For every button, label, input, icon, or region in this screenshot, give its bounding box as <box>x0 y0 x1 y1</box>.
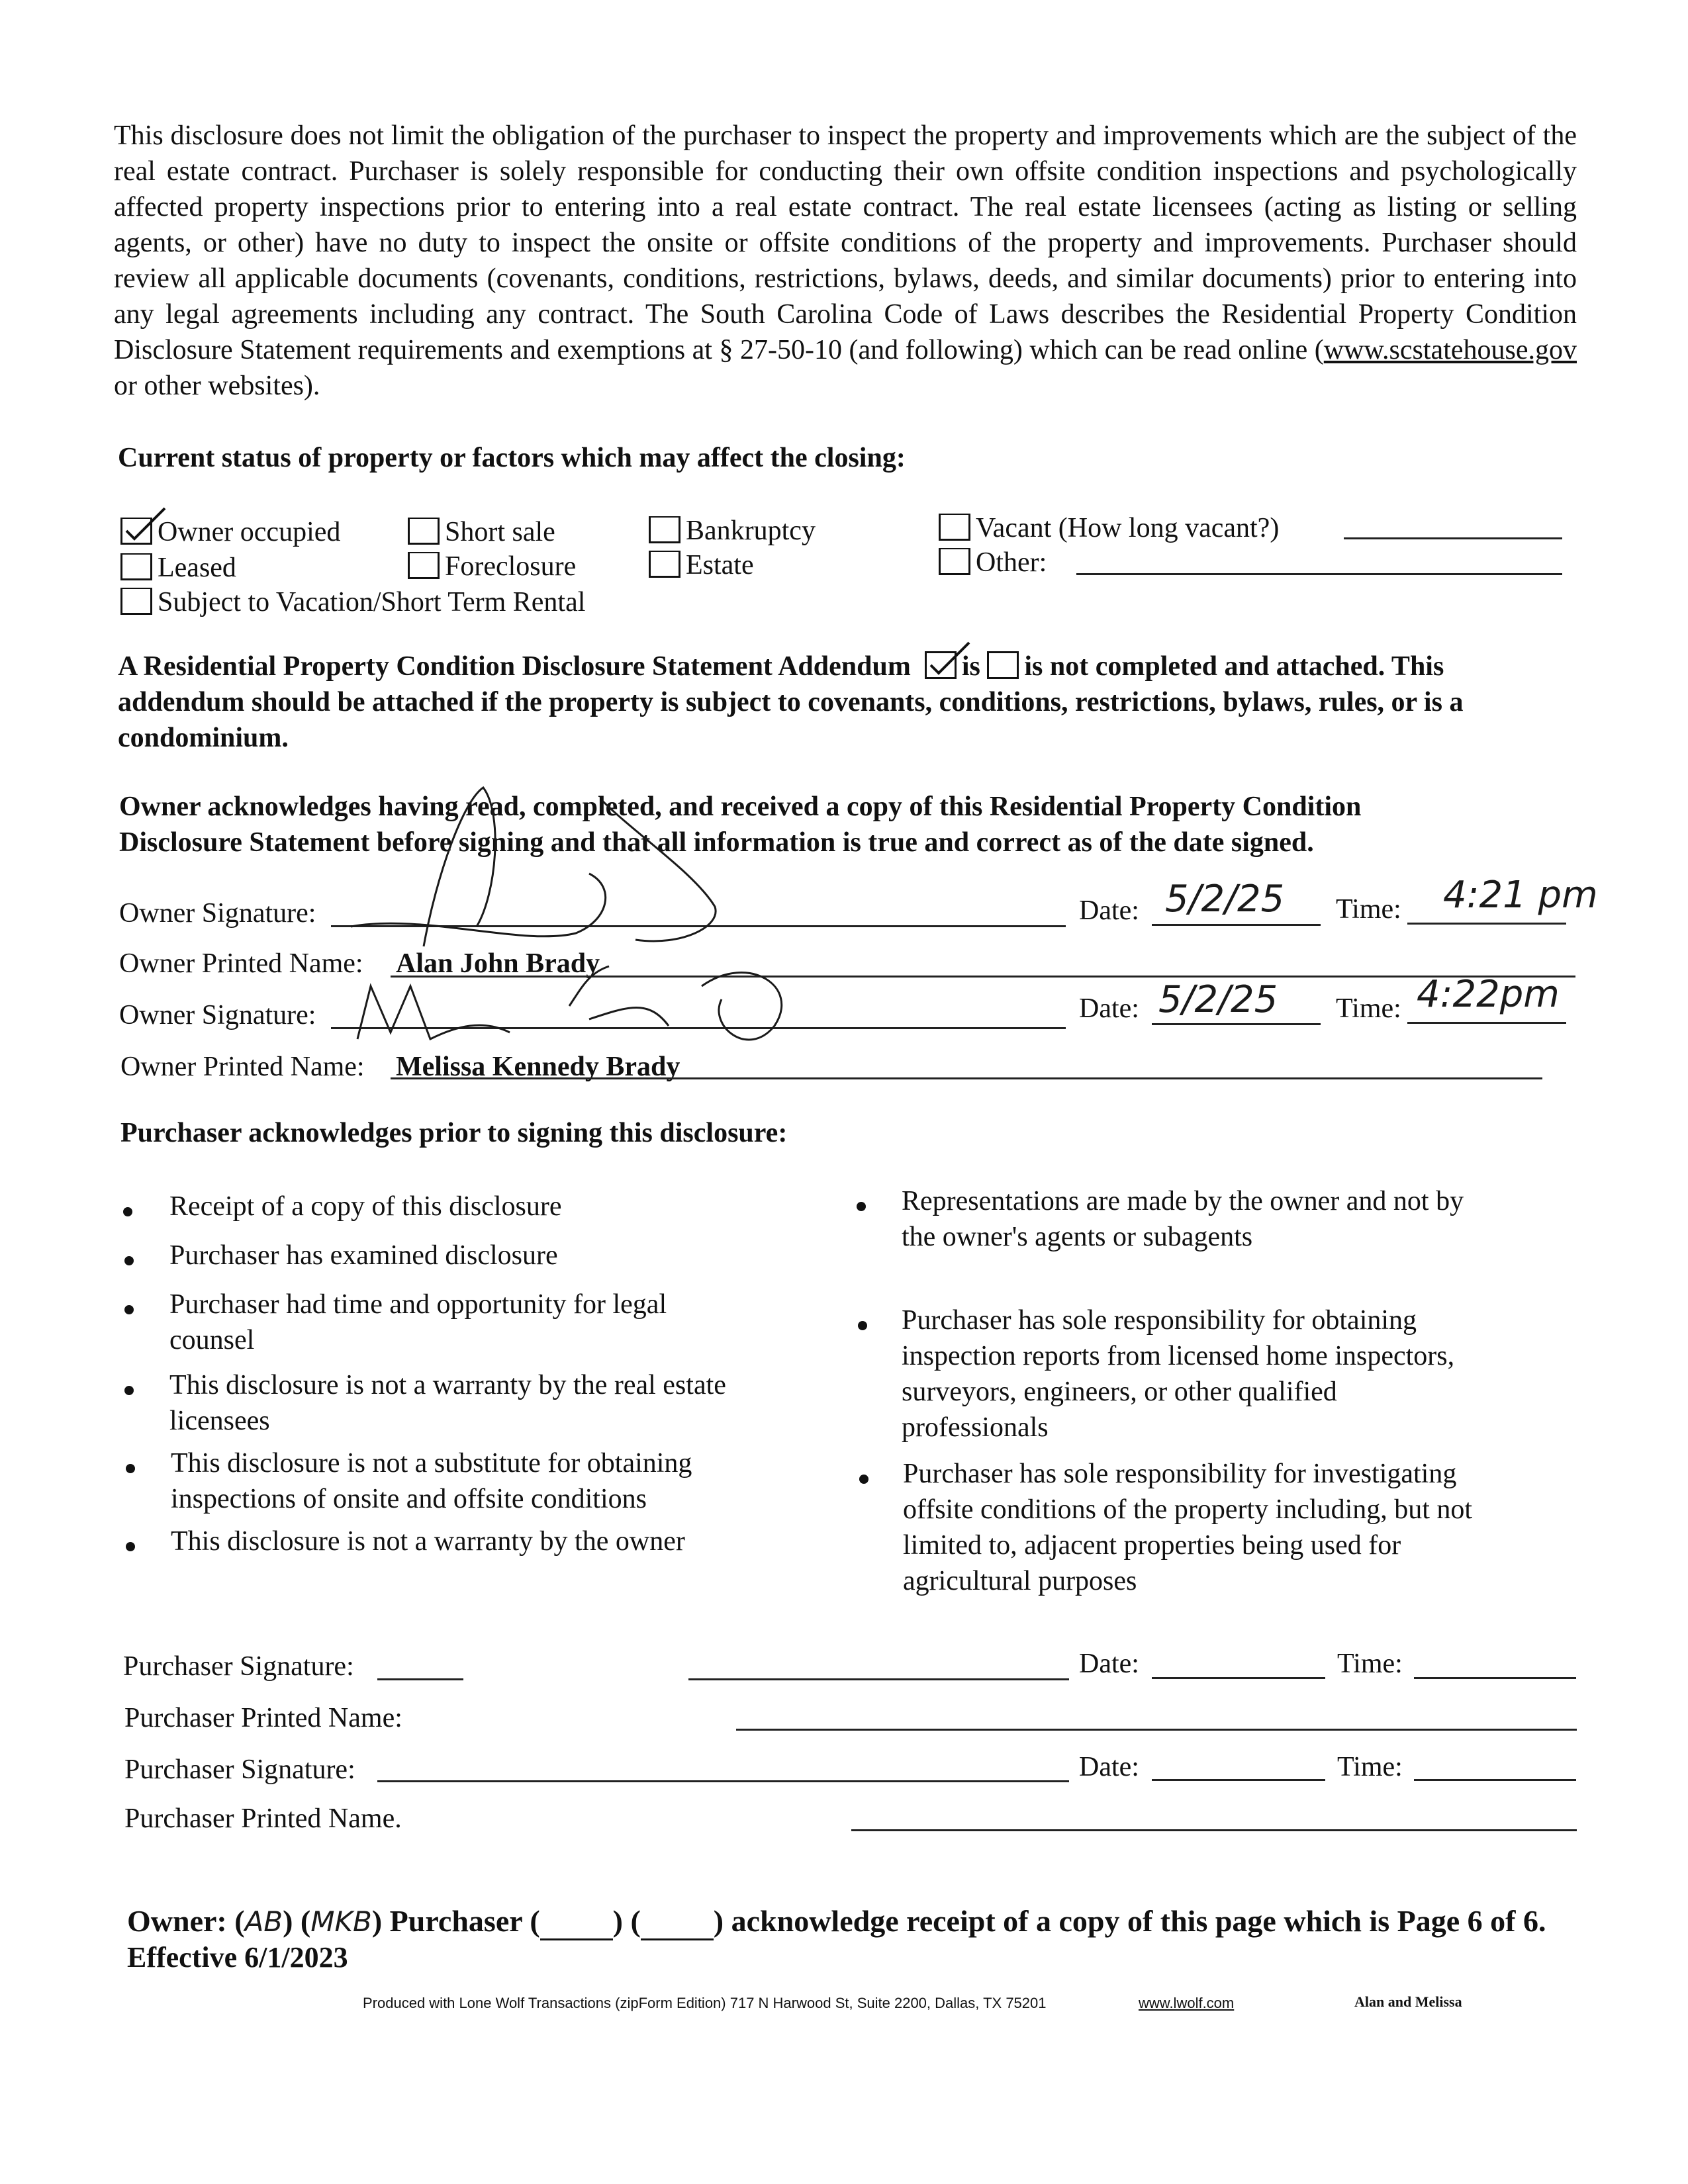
purchaser-ack-item: This disclosure is not a substitute for obtaining inspections of onsite and offsite conditions <box>171 1448 692 1514</box>
checkmark-icon <box>927 639 973 678</box>
purchaser-ack-heading: Purchaser acknowledges prior to signing this disclosure: <box>120 1118 788 1148</box>
purchaser-ack-item: Receipt of a copy of this disclosure <box>169 1191 562 1222</box>
checkbox-box[interactable] <box>649 551 680 578</box>
purchaser2-signature-line[interactable] <box>377 1780 1069 1782</box>
owner2-signature-label: Owner Signature: <box>119 1000 316 1030</box>
owner1-signature-label: Owner Signature: <box>119 898 316 929</box>
purchaser1-time-label: Time: <box>1337 1649 1403 1679</box>
purchaser1-date-label: Date: <box>1079 1649 1139 1679</box>
purchaser-initials-1-field[interactable] <box>540 1903 613 1940</box>
footer-link[interactable]: www.lwolf.com <box>1139 1995 1235 2011</box>
owner1-printed-name-label: Owner Printed Name: <box>119 948 363 979</box>
purchaser1-printed-name-field[interactable] <box>736 1729 1577 1731</box>
owner2-printed-name-label: Owner Printed Name: <box>120 1052 365 1082</box>
status-heading: Current status of property or factors which may affect the closing: <box>118 443 906 473</box>
bullet-icon <box>126 1542 135 1551</box>
owner1-printed-name[interactable]: Alan John Brady <box>396 948 600 979</box>
purchaser-ack-item: This disclosure is not a warranty by the owner <box>171 1526 685 1557</box>
checkbox-box[interactable] <box>939 548 970 575</box>
bullet-icon <box>124 1305 134 1314</box>
intro-text-tail: or other websites). <box>114 371 320 401</box>
owner2-printed-name[interactable]: Melissa Kennedy Brady <box>396 1052 680 1082</box>
bullet-icon <box>124 1386 134 1395</box>
purchaser1-time-field[interactable] <box>1414 1677 1576 1679</box>
checkbox-label: Short sale <box>445 517 555 547</box>
purchaser1-signature-label: Purchaser Signature: <box>123 1651 354 1682</box>
bullet-icon <box>124 1256 134 1265</box>
addendum-statement <box>118 649 1574 756</box>
checkbox-label: Subject to Vacation/Short Term Rental <box>158 587 586 617</box>
receipt-acknowledgement: Owner: (AB) (MKB) Purchaser ( ) ( ) acknowledge receipt of a copy of this page which is Page 6 of 6. <box>127 1903 1546 1940</box>
checkbox-box[interactable] <box>408 552 440 579</box>
checkbox-foreclosure[interactable] <box>408 551 576 582</box>
footer-produced-by: Produced with Lone Wolf Transactions (zipForm Edition) 717 N Harwood St, Suite 2200, Dallas, TX 75201 <box>363 1995 1047 2011</box>
owner-initials-1[interactable]: AB <box>244 1905 283 1938</box>
owner2-date[interactable]: 5/2/25 <box>1158 978 1278 1021</box>
checkbox-other[interactable] <box>939 547 1047 578</box>
addendum-lead: A Residential Property Condition Disclosure Statement Addendum <box>118 651 911 682</box>
owner-acknowledgement: Owner acknowledges having read, completed, and received a copy of this Residential Property Condition Disclosure Statement before signing and that all information is true and correct as of the date signed. <box>119 792 1362 858</box>
owner1-date-line <box>1152 924 1321 926</box>
effective-date: Effective 6/1/2023 <box>127 1941 348 1974</box>
checkbox-leased[interactable] <box>120 552 236 584</box>
checkbox-box[interactable] <box>120 553 152 580</box>
purchaser-ack-item: Purchaser has examined disclosure <box>169 1240 558 1271</box>
checkbox-label: Owner occupied <box>158 517 341 547</box>
bullet-icon <box>858 1321 867 1330</box>
owner1-time[interactable]: 4:21 pm <box>1443 874 1598 917</box>
checkbox-label: Estate <box>686 550 754 580</box>
owner2-time[interactable]: 4:22pm <box>1417 973 1560 1016</box>
owner1-time-line <box>1407 923 1566 925</box>
purchaser2-printed-name-field[interactable] <box>851 1829 1577 1831</box>
owner-initials-2[interactable]: MKB <box>310 1905 372 1938</box>
checkbox-short-sale[interactable] <box>408 516 555 548</box>
purchaser2-time-label: Time: <box>1337 1752 1403 1782</box>
receipt-tail: ) acknowledge receipt of a copy of this page which is Page 6 of 6. <box>713 1904 1546 1938</box>
bullet-icon <box>123 1207 132 1216</box>
checkbox-box[interactable] <box>120 588 152 615</box>
purchaser1-printed-name-label: Purchaser Printed Name: <box>124 1703 402 1733</box>
owner2-date-label: Date: <box>1079 993 1139 1024</box>
checkbox-label: Foreclosure <box>445 551 577 582</box>
footer-file-name: Alan and Melissa <box>1354 1993 1462 2010</box>
intro-paragraph <box>114 118 1577 404</box>
purchaser1-date-field[interactable] <box>1152 1677 1325 1679</box>
purchaser2-signature-label: Purchaser Signature: <box>124 1754 355 1785</box>
purchaser-ack-item: This disclosure is not a warranty by the real estate licensees <box>169 1370 726 1436</box>
owner1-signature-scribble <box>324 774 748 973</box>
purchaser2-printed-name-label: Purchaser Printed Name. <box>124 1803 402 1834</box>
checkbox-label: Vacant (How long vacant?) <box>976 513 1280 543</box>
checkbox-box[interactable] <box>120 518 152 545</box>
purchaser1-signature-line-b[interactable] <box>688 1678 1069 1680</box>
purchaser2-date-field[interactable] <box>1152 1779 1325 1781</box>
checkbox-label: Bankruptcy <box>686 516 816 546</box>
checkbox-estate[interactable] <box>649 549 754 581</box>
purchaser-ack-item: Purchaser had time and opportunity for legal counsel <box>169 1289 667 1355</box>
checkbox-box[interactable] <box>939 514 970 541</box>
checkbox-vacation-rental[interactable] <box>120 586 585 618</box>
checkbox-bankruptcy[interactable] <box>649 515 816 547</box>
checkbox-label: Leased <box>158 553 236 583</box>
purchaser-initials-2-field[interactable] <box>641 1903 714 1940</box>
checkbox-label: Other: <box>976 547 1047 578</box>
checkbox-box[interactable] <box>408 518 440 545</box>
bullet-icon <box>859 1475 868 1484</box>
purchaser2-date-label: Date: <box>1079 1752 1139 1782</box>
owner1-date-label: Date: <box>1079 895 1139 926</box>
checkbox-vacant[interactable] <box>939 512 1279 544</box>
owner2-date-line <box>1152 1023 1321 1025</box>
vacant-duration-field[interactable] <box>1344 537 1562 539</box>
purchaser-ack-item: Representations are made by the owner and not by the owner's agents or subagents <box>902 1186 1464 1252</box>
checkmark-icon <box>122 504 169 544</box>
addendum-is-not-label: is not completed and attached. This addendum should be attached if the property is subject to covenants, conditions, restrictions, bylaws, rules, or is a condominium. <box>118 651 1464 753</box>
purchaser2-time-field[interactable] <box>1414 1779 1576 1781</box>
purchaser-ack-item: Purchaser has sole responsibility for investigating offsite conditions of the property including, but not limited to, adjacent properties being used for agricultural purposes <box>903 1459 1473 1596</box>
scstatehouse-link[interactable]: www.scstatehouse.gov <box>1323 335 1577 365</box>
intro-text: This disclosure does not limit the obligation of the purchaser to inspect the property and improvements which are the subject of the real estate contract. Purchaser is solely responsible for conducting their own offsite condition inspections and psychologically affected property inspections prior to entering into a real estate contract. The real estate licensees (acting as listing or selling agents, or other) have no duty to inspect the onsite or offsite conditions of the property and improvements. Purchaser should review all applicable documents (covenants, conditions, restrictions, bylaws, deeds, and similar documents) prior to entering into any legal agreements including any contract. The South Carolina Code of Laws describes the Residential Property Condition Disclosure Statement requirements and exemptions at § 27-50-10 (and following) which can be read online ( <box>114 120 1577 365</box>
addendum-is-checkbox[interactable] <box>925 651 957 679</box>
owner1-date[interactable]: 5/2/25 <box>1165 878 1285 921</box>
purchaser-ack-item: Purchaser has sole responsibility for obtaining inspection reports from licensed home inspectors, surveyors, engineers, or other qualified professionals <box>902 1305 1455 1443</box>
owner2-time-line <box>1407 1022 1566 1024</box>
other-field[interactable] <box>1076 573 1562 575</box>
receipt-purchaser-label: ) Purchaser ( <box>371 1904 540 1938</box>
purchaser1-signature-line-a[interactable] <box>377 1678 463 1680</box>
owner2-printed-name-line <box>391 1077 1542 1079</box>
receipt-owner-label: Owner: ( <box>127 1904 245 1938</box>
bullet-icon <box>857 1202 866 1211</box>
checkbox-box[interactable] <box>649 516 680 543</box>
owner1-time-label: Time: <box>1336 894 1401 925</box>
owner2-time-label: Time: <box>1336 993 1401 1024</box>
bullet-icon <box>126 1464 135 1473</box>
addendum-is-not-checkbox[interactable] <box>987 651 1019 679</box>
addendum-is-label: is <box>961 651 980 682</box>
checkbox-owner-occupied[interactable] <box>120 516 340 548</box>
